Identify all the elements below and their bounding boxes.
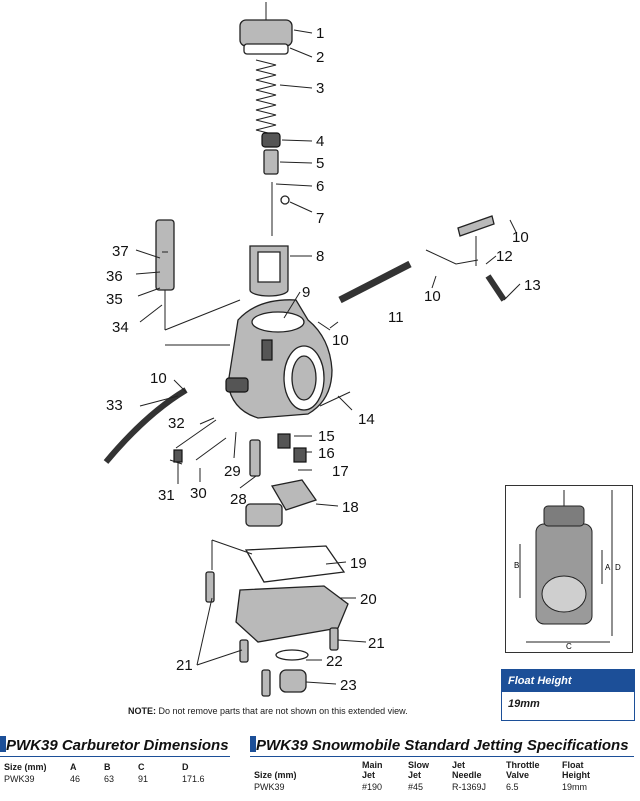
callout-23: 23 [340,677,357,694]
cell: 46 [70,774,81,784]
col-header: A [70,762,77,772]
dimension-inset [505,485,633,653]
cell: 6.5 [506,782,519,792]
dim-c-label: C [566,642,572,651]
callout-22: 22 [326,653,343,670]
jetting-table [254,760,610,792]
callout-16: 16 [318,445,335,462]
col-header: Size (mm) [254,770,297,780]
callout-7: 7 [316,210,325,227]
col-header: Jet Needle [452,760,482,780]
spring [256,60,276,135]
callout-13: 13 [524,277,541,294]
col-header: Size (mm) [4,762,47,772]
col-header: Main Jet [362,760,383,780]
callout-6: 6 [316,178,325,195]
cell: 171.6 [182,774,205,784]
cell: 91 [138,774,149,784]
cell: 63 [104,774,115,784]
dim-a-label: A [605,563,611,572]
float-height-title: Float Height [502,670,634,692]
note-label: NOTE: [128,706,156,716]
jetting-rule [250,756,634,757]
dim-b-label: B [514,561,520,570]
callout-36: 36 [106,268,123,285]
callout-17: 17 [332,463,349,480]
cell: 19mm [562,782,588,792]
table-row [4,773,222,784]
cell: R-1369J [452,782,487,792]
dim-d-label: D [615,563,621,572]
dimensions-rule [0,756,230,757]
dimension-drawing [506,486,632,652]
callout-2: 2 [316,49,325,66]
callout-10-a: 10 [332,332,349,349]
cell: #190 [362,782,383,792]
callout-4: 4 [316,133,325,150]
throttle-valve [250,246,288,296]
col-header: D [182,762,189,772]
callout-8: 8 [316,248,325,265]
callout-34: 34 [112,319,129,336]
table-header-row [4,762,222,773]
callout-10-b: 10 [512,229,529,246]
right-hoses [320,216,504,406]
callout-15: 15 [318,428,335,445]
col-header: C [138,762,145,772]
callout-29: 29 [224,463,241,480]
callout-9: 9 [302,284,311,301]
dimensions-title: PWK39 Carburetor Dimensions [6,737,229,754]
col-header: Slow Jet [408,760,430,780]
float-height-box [501,669,635,721]
callout-21-a: 21 [368,635,385,652]
col-header: Throttle Valve [506,760,540,780]
callout-5: 5 [316,155,325,172]
callout-3: 3 [316,80,325,97]
callout-31: 31 [158,487,175,504]
col-header: B [104,762,111,772]
col-header: Float Height [562,760,590,780]
callout-1: 1 [316,25,325,42]
carburetor-body [226,300,332,418]
callout-37: 37 [112,243,129,260]
callout-32: 32 [168,415,185,432]
callout-28: 28 [230,491,247,508]
jetting-heading [250,736,629,756]
callout-30: 30 [190,485,207,502]
callout-18: 18 [342,499,359,516]
callout-10-d: 10 [150,370,167,387]
callout-11: 11 [388,309,404,326]
cell: PWK39 [254,782,285,792]
callout-21-b: 21 [176,657,193,674]
callout-35: 35 [106,291,123,308]
table-header-row [254,760,610,781]
jetting-title: PWK39 Snowmobile Standard Jetting Specifications [256,737,629,754]
callout-12: 12 [496,248,513,265]
table-row [254,781,610,792]
callout-20: 20 [360,591,377,608]
callout-14: 14 [358,411,375,428]
note [128,706,408,716]
note-text: Do not remove parts that are not shown on this extended view. [158,706,408,716]
callout-33: 33 [106,397,123,414]
callout-19: 19 [350,555,367,572]
cell: #45 [408,782,424,792]
cell: PWK39 [4,774,35,784]
callout-10-c: 10 [424,288,441,305]
cap-assembly [240,2,292,54]
dimensions-table [4,762,222,784]
float-height-value: 19mm [508,698,540,710]
dimensions-heading [0,736,229,756]
